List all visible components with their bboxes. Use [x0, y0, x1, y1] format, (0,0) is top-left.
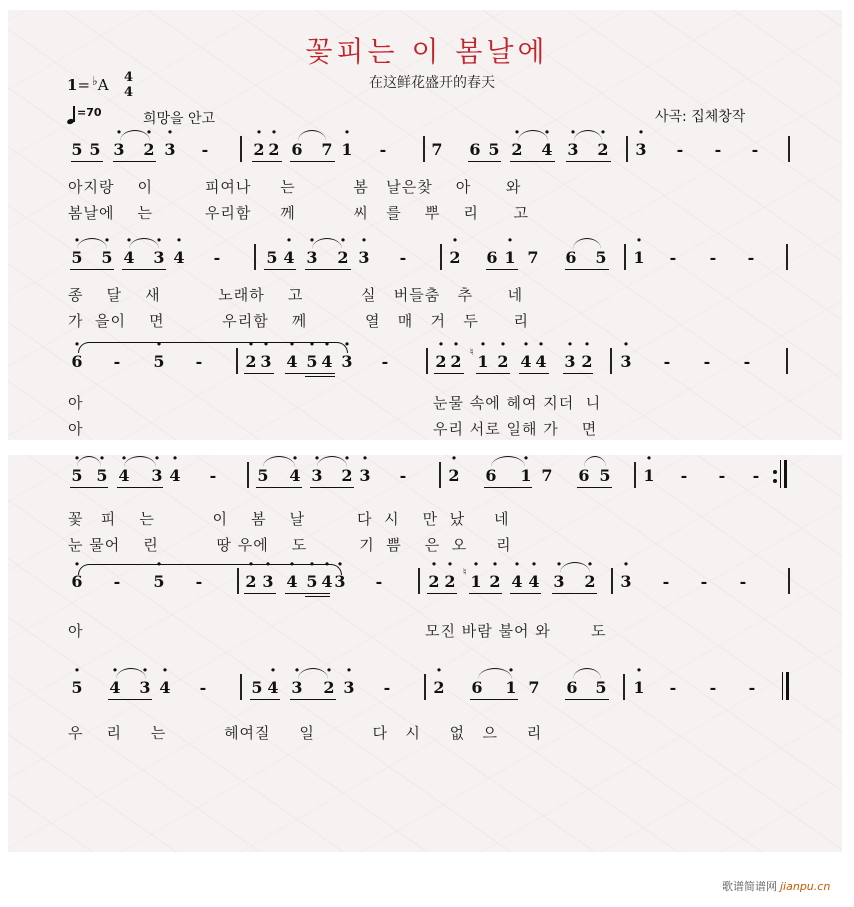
sustain-dash: -: [703, 352, 711, 371]
barline: [786, 348, 788, 374]
natural-icon: ♮: [470, 347, 474, 358]
note: 5: [89, 140, 101, 159]
note: 7: [431, 140, 443, 159]
note: · 1: [340, 140, 354, 159]
note: · 4: [285, 572, 299, 591]
beam-underline: [252, 161, 282, 162]
sustain-dash: -: [113, 572, 121, 591]
beam-underline: [71, 161, 103, 162]
barline: [440, 244, 442, 270]
note: · 4: [540, 140, 554, 159]
beam-underline: [476, 373, 510, 374]
note: · 2: [432, 678, 446, 697]
beam-underline: [519, 373, 549, 374]
sustain-dash: -: [751, 140, 759, 159]
beam-underline: [565, 269, 609, 270]
sustain-dash: -: [663, 352, 671, 371]
sustain-dash: -: [747, 248, 755, 267]
note: 6: [485, 466, 497, 485]
beam-underline: [565, 699, 609, 700]
lyric-line-1: 우 리 는 헤여질 일 다 시 없 으 리: [68, 724, 543, 742]
sustain-dash: -: [195, 352, 203, 371]
slur: [584, 456, 606, 467]
beam-underline: [250, 699, 280, 700]
barline: [240, 136, 242, 162]
watermark-site: jianpu.cn: [780, 880, 831, 893]
barline: [634, 462, 636, 488]
note: 5: [71, 140, 83, 159]
note: · 4: [320, 572, 334, 591]
note: · 3: [552, 572, 566, 591]
note: 5: [595, 248, 607, 267]
note: · 2: [336, 248, 350, 267]
barline: [624, 244, 626, 270]
note: · 4: [527, 572, 541, 591]
note: · 4: [510, 572, 524, 591]
sustain-dash: -: [113, 352, 121, 371]
note: · 4: [266, 678, 280, 697]
beam-underline: [285, 593, 330, 594]
beam-underline: [469, 593, 502, 594]
beam-underline: [470, 699, 518, 700]
notes-row: [0, 238, 854, 270]
sustain-dash: -: [700, 572, 708, 591]
notes-row: [0, 342, 854, 374]
beam-underline: [113, 161, 156, 162]
note: 5: [595, 678, 607, 697]
barline: [254, 244, 256, 270]
note: · 4: [282, 248, 296, 267]
barline: [610, 348, 612, 374]
barline: [623, 674, 625, 700]
flat-icon: ♭: [92, 74, 98, 88]
key-tonic: 1: [67, 76, 78, 94]
beam-underline: [434, 373, 464, 374]
beam-underline: [108, 699, 152, 700]
note: · 3: [290, 678, 304, 697]
lyric-line-1b: 모진 바람 불어 와 도: [425, 622, 607, 640]
note: · 6: [70, 352, 84, 371]
note: · 3: [152, 248, 166, 267]
note: · 4: [122, 248, 136, 267]
sustain-dash: -: [383, 678, 391, 697]
note: · 2: [449, 352, 463, 371]
lyric-line-2: 눈 물어 린 땅 우에 도 기 쁨 은 오 리: [68, 536, 512, 554]
note: · 1: [504, 678, 518, 697]
sustain-dash: -: [399, 466, 407, 485]
beam-underline: [468, 161, 501, 162]
note: · 3: [150, 466, 164, 485]
note: · 3: [261, 572, 275, 591]
sustain-dash: -: [399, 248, 407, 267]
beam-underline: [290, 161, 335, 162]
note: · 2: [488, 572, 502, 591]
beam-underline: [70, 269, 114, 270]
beam-underline: [427, 593, 457, 594]
note: · 2: [447, 466, 461, 485]
lyric-line-2: 봄날에 는 우리함 께 씨 를 뿌 리 고: [68, 204, 529, 222]
beam-underline: [244, 373, 274, 374]
beam-underline: [510, 593, 541, 594]
note: · 2: [443, 572, 457, 591]
key-eq: =: [77, 76, 91, 94]
barline: [237, 568, 239, 594]
beam-underline: [285, 373, 335, 374]
notes-row: [0, 562, 854, 594]
beam-underline: [563, 373, 593, 374]
sustain-dash: -: [381, 352, 389, 371]
note: · 1: [642, 466, 656, 485]
lyric-line-2b: 우리 서로 일해 가 면: [433, 420, 598, 438]
sustain-dash: -: [379, 140, 387, 159]
note: 5: [488, 140, 500, 159]
sustain-dash: -: [680, 466, 688, 485]
notes-row: [0, 456, 854, 488]
note: · 1: [632, 678, 646, 697]
lyric-line-2: 아: [68, 420, 84, 438]
note: · 4: [117, 466, 131, 485]
key-signature: [67, 74, 109, 94]
note: · 3: [619, 572, 633, 591]
final-barline: [782, 672, 792, 700]
beam-underline: [305, 269, 351, 270]
lyric-line-1: 아: [68, 394, 84, 412]
note: 7: [541, 466, 553, 485]
note: · 2: [244, 572, 258, 591]
lyric-line-1: 아: [68, 622, 84, 640]
note: · 1: [476, 352, 490, 371]
natural-icon: ♮: [463, 567, 467, 578]
note: · 3: [310, 466, 324, 485]
note: · 2: [427, 572, 441, 591]
note: · 1: [519, 466, 533, 485]
beam-underline: [310, 487, 354, 488]
note: · 2: [448, 248, 462, 267]
beam-underline: [484, 487, 532, 488]
tempo-value: =70: [77, 106, 102, 119]
note: · 4: [320, 352, 334, 371]
time-signature: [124, 70, 133, 100]
beam-underline: [510, 161, 555, 162]
watermark: [722, 878, 830, 894]
barline: [626, 136, 628, 162]
note: · 5: [70, 678, 84, 697]
sustain-dash: -: [709, 678, 717, 697]
note: · 2: [510, 140, 524, 159]
sustain-dash: -: [213, 248, 221, 267]
sustain-dash: -: [739, 572, 747, 591]
beam-underline: [264, 269, 296, 270]
beam-underline: [290, 699, 336, 700]
song-subtitle: 在这鲜花盛开的春天: [369, 75, 495, 91]
note: 6: [469, 140, 481, 159]
sustain-dash: -: [718, 466, 726, 485]
note: · 4: [288, 466, 302, 485]
note: 5: [266, 248, 278, 267]
beam-underline: [566, 161, 611, 162]
note: · 3: [333, 572, 347, 591]
note: · 5: [152, 572, 166, 591]
note: · 5: [70, 248, 84, 267]
barline: [240, 674, 242, 700]
note: · 2: [580, 352, 594, 371]
barline: [426, 348, 428, 374]
note: · 4: [158, 678, 172, 697]
beam-underline: [577, 487, 612, 488]
note: · 4: [108, 678, 122, 697]
note: · 5: [305, 352, 319, 371]
note: 7: [527, 248, 539, 267]
note: · 2: [340, 466, 354, 485]
repeat-end-icon: [773, 466, 777, 486]
song-title: 꽃피는 이 봄날에: [305, 35, 549, 68]
beam-underline: [256, 487, 302, 488]
barline: [786, 244, 788, 270]
note: · 3: [163, 140, 177, 159]
note: · 3: [259, 352, 273, 371]
barline: [424, 674, 426, 700]
sustain-dash: -: [662, 572, 670, 591]
note: 6: [291, 140, 303, 159]
note: 5: [599, 466, 611, 485]
note: · 5: [95, 466, 109, 485]
lyric-line-1: 아지랑 이 피여나 는 봄 날은찾 아 와: [68, 178, 522, 196]
note: · 3: [340, 352, 354, 371]
beam-underline: [117, 487, 163, 488]
note: 7: [528, 678, 540, 697]
beam-underline: [552, 593, 597, 594]
slur: [573, 238, 601, 249]
time-top: 4: [124, 70, 134, 85]
note: 6: [578, 466, 590, 485]
note: · 4: [534, 352, 548, 371]
note: · 1: [503, 248, 517, 267]
note: · 4: [168, 466, 182, 485]
lyric-line-2: 가 을이 면 우리함 께 열 매 거 두 리: [68, 312, 529, 330]
beam-underline: [122, 269, 166, 270]
barline: [788, 136, 790, 162]
note: · 5: [152, 352, 166, 371]
notes-row: [0, 668, 854, 700]
note: · 1: [469, 572, 483, 591]
quarter-note-icon: [73, 106, 75, 122]
note: · 3: [357, 248, 371, 267]
composer-credit: 사곡: 집체창작: [655, 109, 746, 125]
beam-underline: [70, 487, 108, 488]
lyric-line-1: 종 달 새 노래하 고 실 버들춤 추 네: [68, 286, 524, 304]
tempo-marking: [67, 106, 102, 122]
barline: [418, 568, 420, 594]
note: 7: [321, 140, 333, 159]
beam-underline: [244, 593, 276, 594]
expression-text: 희망을 안고: [143, 111, 216, 127]
slur: [298, 130, 326, 141]
sustain-dash: -: [748, 678, 756, 697]
sustain-dash: -: [752, 466, 760, 485]
note: · 3: [138, 678, 152, 697]
note: · 3: [619, 352, 633, 371]
sustain-dash: -: [669, 248, 677, 267]
lyric-line-1b: 눈물 속에 헤여 지더 니: [433, 394, 602, 412]
time-bottom: 4: [124, 85, 134, 100]
note: · 2: [142, 140, 156, 159]
barline: [439, 462, 441, 488]
barline: [423, 136, 425, 162]
barline: [788, 568, 790, 594]
note: · 3: [342, 678, 356, 697]
note: · 3: [112, 140, 126, 159]
notes-row: [0, 130, 854, 162]
note: · 2: [583, 572, 597, 591]
note: · 4: [519, 352, 533, 371]
beam-underline: [305, 596, 330, 597]
note: · 3: [634, 140, 648, 159]
note: · 3: [563, 352, 577, 371]
note: · 3: [305, 248, 319, 267]
note: 6: [566, 678, 578, 697]
note: · 4: [172, 248, 186, 267]
sustain-dash: -: [199, 678, 207, 697]
slur: [573, 668, 601, 679]
sustain-dash: -: [714, 140, 722, 159]
note: 5: [251, 678, 263, 697]
note: 6: [486, 248, 498, 267]
note: 6: [565, 248, 577, 267]
note: · 6: [70, 572, 84, 591]
note: · 2: [434, 352, 448, 371]
sustain-dash: -: [669, 678, 677, 697]
note: · 2: [596, 140, 610, 159]
sustain-dash: -: [375, 572, 383, 591]
sustain-dash: -: [195, 572, 203, 591]
note: · 2: [496, 352, 510, 371]
note: · 5: [100, 248, 114, 267]
watermark-cn: 歌谱简谱网: [722, 880, 777, 893]
note: · 2: [267, 140, 281, 159]
note: · 3: [566, 140, 580, 159]
note: · 2: [244, 352, 258, 371]
barline: [236, 348, 238, 374]
barline: [247, 462, 249, 488]
sustain-dash: -: [676, 140, 684, 159]
note: · 5: [305, 572, 319, 591]
note: · 2: [252, 140, 266, 159]
sustain-dash: -: [709, 248, 717, 267]
note: · 3: [358, 466, 372, 485]
note: · 4: [285, 352, 299, 371]
barline: [611, 568, 613, 594]
sustain-dash: -: [201, 140, 209, 159]
note: · 2: [322, 678, 336, 697]
sustain-dash: -: [743, 352, 751, 371]
beam-underline: [305, 376, 335, 377]
note: · 5: [70, 466, 84, 485]
lyric-line-1: 꽃 피 는 이 봄 날 다 시 만 났 네: [68, 510, 510, 528]
key-letter: A: [97, 76, 109, 94]
note: 6: [471, 678, 483, 697]
note: 5: [257, 466, 269, 485]
note: · 1: [632, 248, 646, 267]
beam-underline: [486, 269, 518, 270]
sustain-dash: -: [209, 466, 217, 485]
